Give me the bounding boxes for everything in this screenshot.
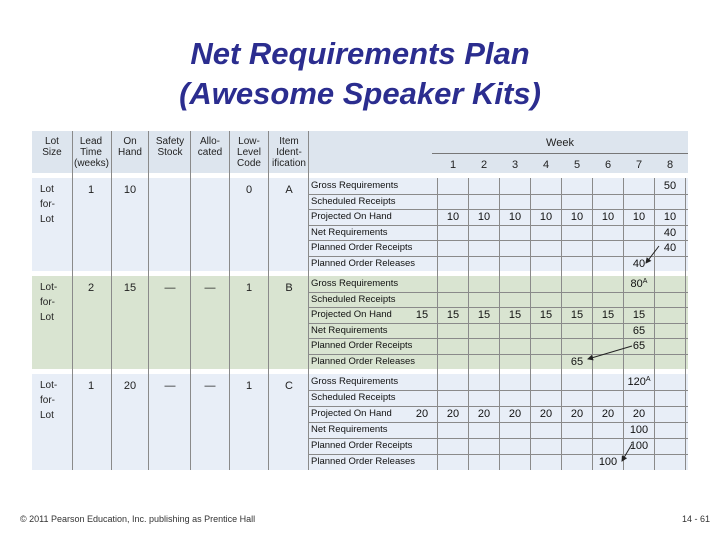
param-item: A [285, 184, 293, 196]
header-allocated: Allo- cated [197, 136, 223, 158]
week-value: 15 [477, 309, 491, 321]
param-item: B [285, 282, 293, 294]
row-label: Scheduled Receipts [311, 195, 396, 207]
footer-copyright: © 2011 Pearson Education, Inc. publishing as Prentice Hall [20, 514, 256, 524]
week-value: 15 [632, 309, 646, 321]
week-number: 5 [573, 159, 581, 171]
week-value: 15 [570, 309, 584, 321]
week-value: 20 [477, 408, 491, 420]
header-safety-stock: Safety Stock [155, 136, 185, 158]
week-value: 50 [663, 180, 677, 192]
param-low-level-code: 1 [245, 282, 253, 294]
beginning-inventory: 20 [415, 408, 429, 420]
param-on-hand: 15 [123, 282, 137, 294]
row-label: Planned Order Receipts [311, 440, 413, 451]
week-value: 10 [601, 211, 615, 223]
week-value: 40 [632, 257, 646, 270]
week-value: 15 [508, 309, 522, 321]
row-label: Planned Order Receipts [311, 340, 413, 351]
week-value: 15 [601, 309, 615, 321]
header-lot-size: Lot Size [42, 136, 62, 158]
week-value: 10 [446, 211, 460, 223]
week-number: 2 [480, 159, 488, 171]
week-value: 20 [601, 408, 615, 420]
param-item: C [285, 380, 293, 392]
week-value: 20 [539, 408, 553, 420]
week-value: 10 [539, 211, 553, 223]
week-value: 65 [632, 340, 646, 352]
row-label: Net Requirements [311, 226, 388, 238]
week-value: 10 [632, 211, 646, 223]
week-number: 8 [666, 159, 674, 171]
week-value: 65 [570, 355, 584, 368]
week-value: 10 [508, 211, 522, 223]
lot-size-cell: Lot for- Lot [40, 184, 55, 225]
week-value: 20 [508, 408, 522, 420]
lot-size-cell: Lot- for- Lot [40, 282, 58, 323]
header-lead-time: Lead Time (weeks) [74, 136, 110, 169]
week-value: 40 [663, 226, 677, 239]
row-label: Projected On Hand [311, 309, 392, 320]
week-number: 1 [449, 159, 457, 171]
arrow-c-release [622, 444, 632, 461]
source-superscript: A [642, 278, 648, 285]
slide-title-line1: Net Requirements Plan [190, 36, 530, 71]
row-label: Gross Requirements [311, 278, 399, 289]
week-value: 10 [570, 211, 584, 223]
row-label: Scheduled Receipts [311, 293, 396, 305]
row-label: Scheduled Receipts [311, 392, 396, 403]
week-value: 100 [598, 456, 618, 468]
arrows-layer [32, 131, 688, 470]
row-label: Gross Requirements [311, 376, 399, 387]
row-label: Net Requirements [311, 324, 388, 336]
week-number: 3 [511, 159, 519, 171]
row-label: Planned Order Releases [311, 257, 416, 269]
week-value: 100 [629, 440, 649, 452]
week-value: $80^A$ [630, 278, 648, 290]
week-value: 100 [629, 424, 649, 436]
row-label: Planned Order Releases [311, 456, 416, 467]
param-allocated: — [204, 282, 216, 294]
week-value: 15 [539, 309, 553, 321]
param-low-level-code: 0 [245, 184, 253, 196]
param-allocated: — [204, 380, 216, 392]
header-week: Week [546, 137, 574, 149]
week-value: 20 [632, 408, 646, 420]
week-value: 10 [663, 211, 677, 223]
beginning-inventory: 15 [415, 309, 429, 321]
lot-size-cell: Lot- for- Lot [40, 380, 58, 421]
arrow-a-release [646, 246, 659, 263]
row-label: Net Requirements [311, 424, 388, 435]
param-safety-stock: — [164, 282, 176, 294]
param-lead-time: 1 [87, 184, 95, 196]
week-number: 7 [635, 159, 643, 171]
param-lead-time: 1 [87, 380, 95, 392]
week-value: 15 [446, 309, 460, 321]
param-lead-time: 2 [87, 282, 95, 294]
slide-title-line2: (Awesome Speaker Kits) [179, 76, 541, 111]
week-value: 20 [570, 408, 584, 420]
param-low-level-code: 1 [245, 380, 253, 392]
week-value: 65 [632, 324, 646, 337]
week-value: 10 [477, 211, 491, 223]
row-label: Planned Order Releases [311, 355, 416, 367]
week-value: 20 [446, 408, 460, 420]
row-label: Projected On Hand [311, 408, 392, 419]
param-safety-stock: — [164, 380, 176, 392]
param-on-hand: 10 [123, 184, 137, 196]
week-value: 40 [663, 242, 677, 254]
week-number: 6 [604, 159, 612, 171]
row-label: Projected On Hand [311, 211, 392, 222]
source-superscript: A [645, 376, 651, 383]
header-low-level-code: Low- Level Code [237, 136, 261, 169]
row-label: Gross Requirements [311, 180, 399, 191]
week-number: 4 [542, 159, 550, 171]
arrow-b-release [588, 346, 632, 359]
footer-page-number: 14 - 61 [681, 514, 710, 524]
row-label: Planned Order Receipts [311, 242, 413, 253]
param-on-hand: 20 [123, 380, 137, 392]
header-item-id: Item Ident- ification [272, 136, 306, 169]
week-value: $120^A$ [627, 376, 651, 388]
mrp-table [32, 131, 688, 470]
header-on-hand: On Hand [118, 136, 142, 158]
